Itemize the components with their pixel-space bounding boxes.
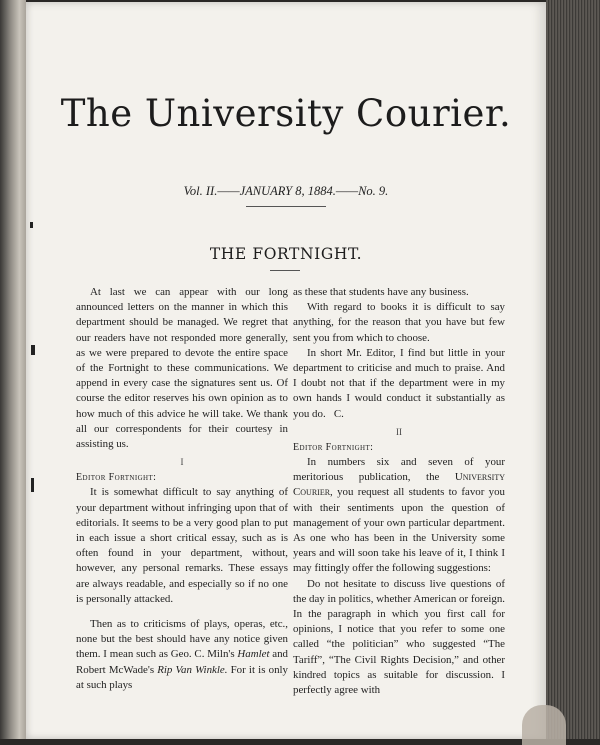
play-title: Rip Van Winkle. xyxy=(157,663,228,676)
intro-paragraph: At last we can appear with our long announced letters on the manner in which this department should be managed. We regret that our readers have not responded more generally, as we were prepared to devote the entire space of the Fortnight to these communications. We append in every case the signatures sent us. Of course the editor reserves his own opinion as to how much of this advice he will take. We thank all our correspondents for their courtesy in assisting us. xyxy=(76,286,288,451)
margin-mark xyxy=(31,345,35,355)
letter-paragraph xyxy=(76,617,288,693)
issue-line: Vol. II.——JANUARY 8, 1884.——No. 9. xyxy=(183,184,389,198)
section-title: THE FORTNIGHT. xyxy=(209,245,363,263)
text-run: In short Mr. Editor, I find but little in your department to criticise and much to praise. And I doubt not that if the department were in my own hands I would conduct it substantially as you do. xyxy=(293,346,505,420)
letter-numeral: I xyxy=(180,457,184,468)
thumb xyxy=(522,705,566,745)
letter-salutation: Editor Fortnight: xyxy=(293,441,374,453)
margin-mark xyxy=(30,222,33,228)
binding-edge xyxy=(0,0,26,739)
letter-salutation: Editor Fortnight: xyxy=(76,472,157,484)
letter-paragraph xyxy=(293,346,505,422)
text-run: For it is only at such plays xyxy=(76,663,288,691)
letter-numeral: II xyxy=(396,426,402,437)
issue-rule xyxy=(246,206,326,207)
text-run: , you request all students to favor you with their sentiments upon the question of management of your own particular department. As one who has been in the University some years and will soon take his leave of it, I think I may fittingly offer the following suggestions: xyxy=(293,486,505,575)
margin-mark xyxy=(31,478,34,492)
play-title: Hamlet xyxy=(237,648,270,661)
left-column xyxy=(76,285,288,693)
letter-paragraph: It is somewhat difficult to say anything of your department without infringing upon that of editorials. It seems to be a very good plan to put in each issue a short critical essay, such as is often found in your department, without, however, any personal remarks. These essays are always readable, and especially so if no one is personally attacked. xyxy=(76,486,288,605)
right-column xyxy=(293,285,505,698)
letter-paragraph xyxy=(293,455,505,577)
masthead-title: The University Courier. xyxy=(60,92,512,135)
continued-paragraph: as these that students have any business. xyxy=(293,286,469,298)
text-run: Then as to criticisms of plays, operas, etc., none but the best should have any notice given them. I mean such as Geo. C. Miln's xyxy=(76,618,288,661)
letter-paragraph: With regard to books it is difficult to say anything, for the reason that you have but few sent you from which to choose. xyxy=(293,301,505,344)
text-run: and Robert McWade's xyxy=(76,648,288,676)
section-rule xyxy=(270,270,300,271)
signature: C. xyxy=(333,407,344,420)
publication-name: University Courier xyxy=(293,471,505,499)
text-run: In numbers six and seven of your meritorious publication, the xyxy=(293,456,505,484)
letter-paragraph: Do not hesitate to discuss live questions of the day in politics, whether American or foreign. In the paragraph in which you first call for opinions, I notice that you refer to some one called “the politician” who suggested “The Tariff”, “The Civil Rights Decision,” and other kindred topics as suitable for discussion. I perfectly agree with xyxy=(293,577,505,697)
book-page-edges xyxy=(546,0,600,739)
